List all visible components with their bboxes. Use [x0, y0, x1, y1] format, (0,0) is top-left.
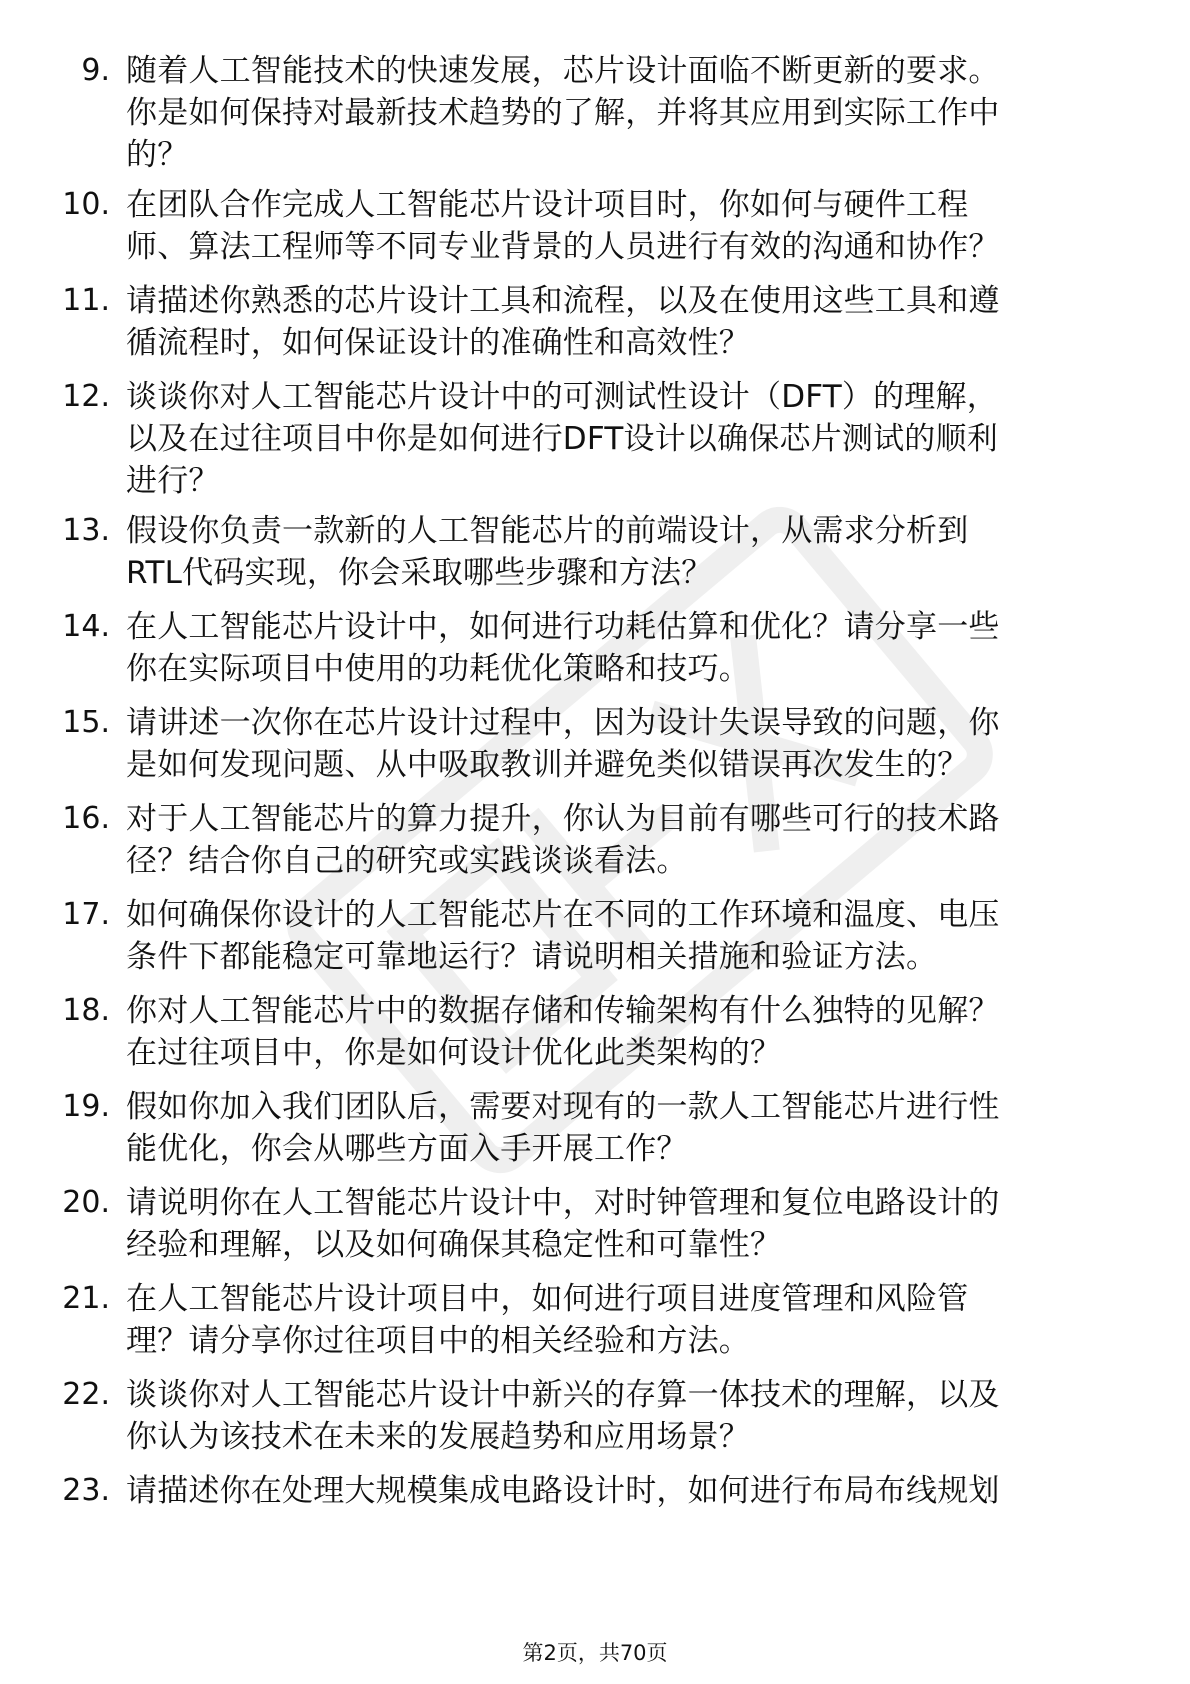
question-line: 循流程时，如何保证设计的准确性和高效性？	[126, 325, 750, 361]
question-number: 16.	[62, 801, 110, 836]
question-line: 的？	[126, 137, 189, 173]
question-line: 以及在过往项目中你是如何进行DFT设计以确保芯片测试的顺利	[126, 421, 998, 457]
question-text	[126, 184, 1116, 268]
question-line: 理？请分享你过往项目中的相关经验和方法。	[126, 1323, 750, 1359]
question-text	[126, 1470, 1116, 1512]
question-line: 假设你负责一款新的人工智能芯片的前端设计，从需求分析到	[126, 513, 969, 549]
question-line: 对于人工智能芯片的算力提升，你认为目前有哪些可行的技术路	[126, 801, 1000, 837]
question-number: 12.	[62, 379, 110, 414]
question-line: 是如何发现问题、从中吸取教训并避免类似错误再次发生的？	[126, 747, 969, 783]
question-number: 14.	[62, 609, 110, 644]
question-text	[126, 798, 1116, 882]
question-line: 请描述你在处理大规模集成电路设计时，如何进行布局布线规划	[126, 1473, 1000, 1509]
question-line: 在人工智能芯片设计中，如何进行功耗估算和优化？请分享一些	[126, 609, 1000, 645]
question-line: 请说明你在人工智能芯片设计中，对时钟管理和复位电路设计的	[126, 1185, 1000, 1221]
question-text	[126, 510, 1116, 594]
question-line: 经验和理解，以及如何确保其稳定性和可靠性？	[126, 1227, 782, 1263]
question-line: 在人工智能芯片设计项目中，如何进行项目进度管理和风险管	[126, 1281, 969, 1317]
question-text	[126, 894, 1116, 978]
question-text	[126, 376, 1116, 502]
question-line: 在团队合作完成人工智能芯片设计项目时，你如何与硬件工程	[126, 187, 969, 223]
question-line: 谈谈你对人工智能芯片设计中新兴的存算一体技术的理解，以及	[126, 1377, 1000, 1413]
question-text	[126, 702, 1116, 786]
question-number: 10.	[62, 187, 110, 222]
question-number: 11.	[62, 283, 110, 318]
question-number: 20.	[62, 1185, 110, 1220]
question-number: 18.	[62, 993, 110, 1028]
question-number: 21.	[62, 1281, 110, 1316]
question-number: 9.	[81, 53, 110, 88]
question-number: 17.	[62, 897, 110, 932]
question-line: 你是如何保持对最新技术趋势的了解，并将其应用到实际工作中	[126, 95, 1000, 131]
question-line: 进行？	[126, 463, 220, 499]
question-line: 如何确保你设计的人工智能芯片在不同的工作环境和温度、电压	[126, 897, 1000, 933]
question-number: 22.	[62, 1377, 110, 1412]
question-text	[126, 606, 1116, 690]
question-line: 径？结合你自己的研究或实践谈谈看法。	[126, 843, 688, 879]
page-footer: 第2页，共70页	[522, 1641, 668, 1665]
question-text	[126, 1182, 1116, 1266]
question-text	[126, 280, 1116, 364]
question-text	[126, 1086, 1116, 1170]
question-text	[126, 50, 1116, 176]
question-line: 请讲述一次你在芯片设计过程中，因为设计失误导致的问题，你	[126, 705, 1000, 741]
question-line: 你对人工智能芯片中的数据存储和传输架构有什么独特的见解？	[126, 993, 1000, 1029]
question-line: 请描述你熟悉的芯片设计工具和流程，以及在使用这些工具和遵	[126, 283, 1000, 319]
question-text	[126, 990, 1116, 1074]
question-text	[126, 1374, 1116, 1458]
question-line: 随着人工智能技术的快速发展，芯片设计面临不断更新的要求。	[126, 53, 1000, 89]
question-text	[126, 1278, 1116, 1362]
question-line: 谈谈你对人工智能芯片设计中的可测试性设计（DFT）的理解，	[126, 379, 998, 415]
question-line: 条件下都能稳定可靠地运行？请说明相关措施和验证方法。	[126, 939, 938, 975]
question-line: 在过往项目中，你是如何设计优化此类架构的？	[126, 1035, 782, 1071]
question-line: 你在实际项目中使用的功耗优化策略和技巧。	[126, 651, 750, 687]
question-number: 13.	[62, 513, 110, 548]
question-line: 你认为该技术在未来的发展趋势和应用场景？	[126, 1419, 750, 1455]
question-number: 23.	[62, 1473, 110, 1508]
question-number: 15.	[62, 705, 110, 740]
question-line: 能优化，你会从哪些方面入手开展工作？	[126, 1131, 688, 1167]
question-line: 师、算法工程师等不同专业背景的人员进行有效的沟通和协作？	[126, 229, 1000, 265]
question-line: 假如你加入我们团队后，需要对现有的一款人工智能芯片进行性	[126, 1089, 1000, 1125]
question-line: RTL代码实现，你会采取哪些步骤和方法？	[126, 555, 713, 591]
question-number: 19.	[62, 1089, 110, 1124]
